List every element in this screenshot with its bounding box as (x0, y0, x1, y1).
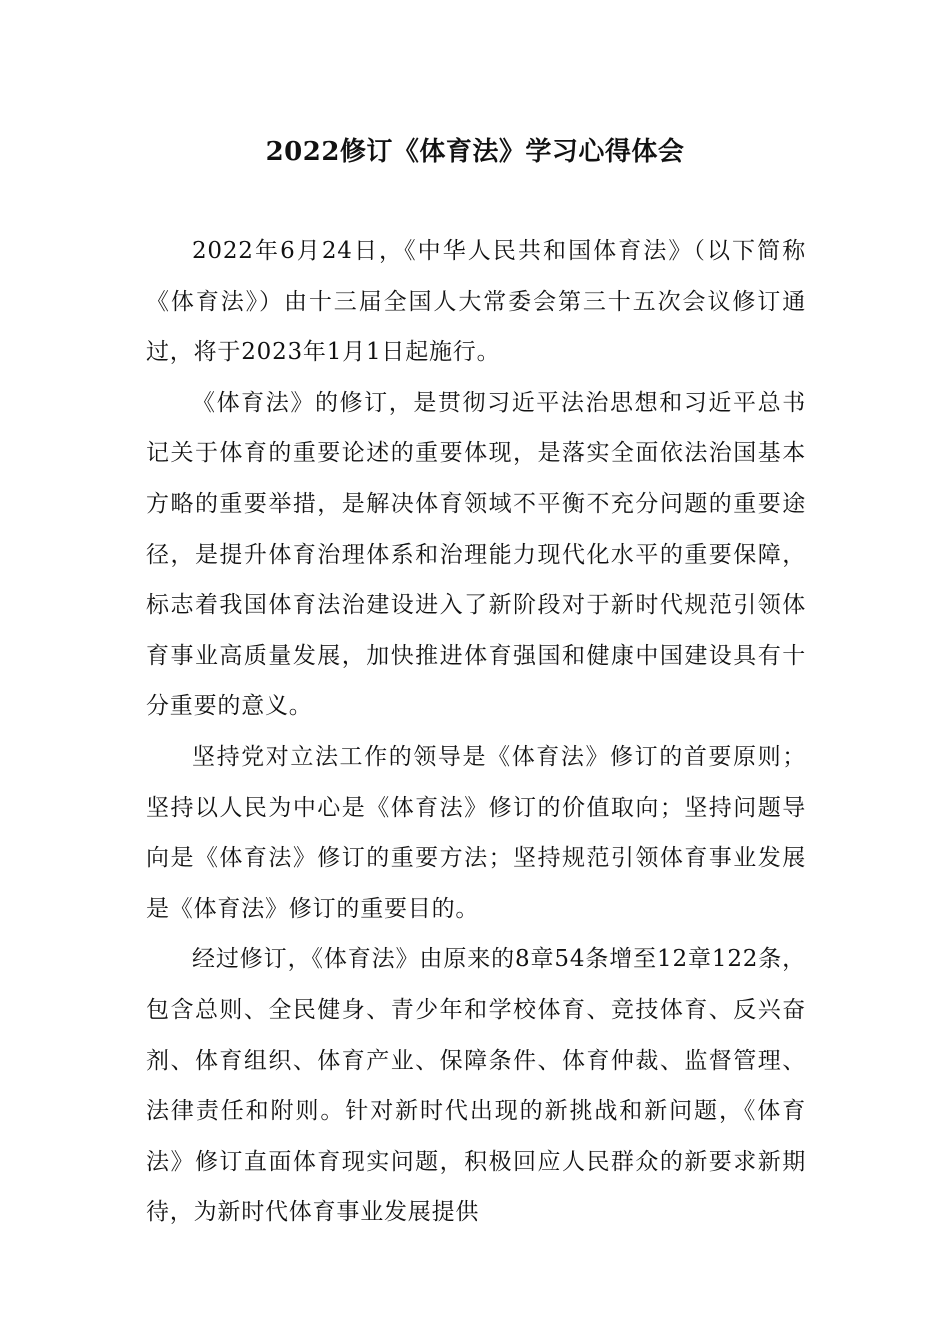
document-body (146, 226, 806, 1238)
paragraph-1: 2022年6月24日，《中华人民共和国体育法》（以下简称《体育法》）由十三届全国人大常委会第三十五次会议修订通过，将于2023年1月1日起施行。 (146, 238, 806, 366)
paragraph-3: 坚持党对立法工作的领导是《体育法》修订的首要原则；坚持以人民为中心是《体育法》修订的价值取向；坚持问题导向是《体育法》修订的重要方法；坚持规范引领体育事业发展是《体育法》修订的重要目的。 (146, 743, 806, 922)
paragraph-2: 《体育法》的修订，是贯彻习近平法治思想和习近平总书记关于体育的重要论述的重要体现，是落实全面依法治国基本方略的重要举措，是解决体育领域不平衡不充分问题的重要途径，是提升体育治理体系和治理能力现代化水平的重要保障，标志着我国体育法治建设进入了新阶段对于新时代规范引领体育事业高质量发展，加快推进体育强国和健康中国建设具有十分重要的意义。 (146, 389, 806, 720)
document-title: 2022修订《体育法》学习心得体会 (265, 137, 685, 167)
paragraph-4: 经过修订，《体育法》由原来的8章54条增至12章122条，包含总则、全民健身、青少年和学校体育、竞技体育、反兴奋剂、体育组织、体育产业、保障条件、体育仲裁、监督管理、法律责任和附则。针对新时代出现的新挑战和新问题，《体育法》修订直面体育现实问题，积极回应人民群众的新要求新期待，为新时代体育事业发展提供 (146, 946, 806, 1226)
